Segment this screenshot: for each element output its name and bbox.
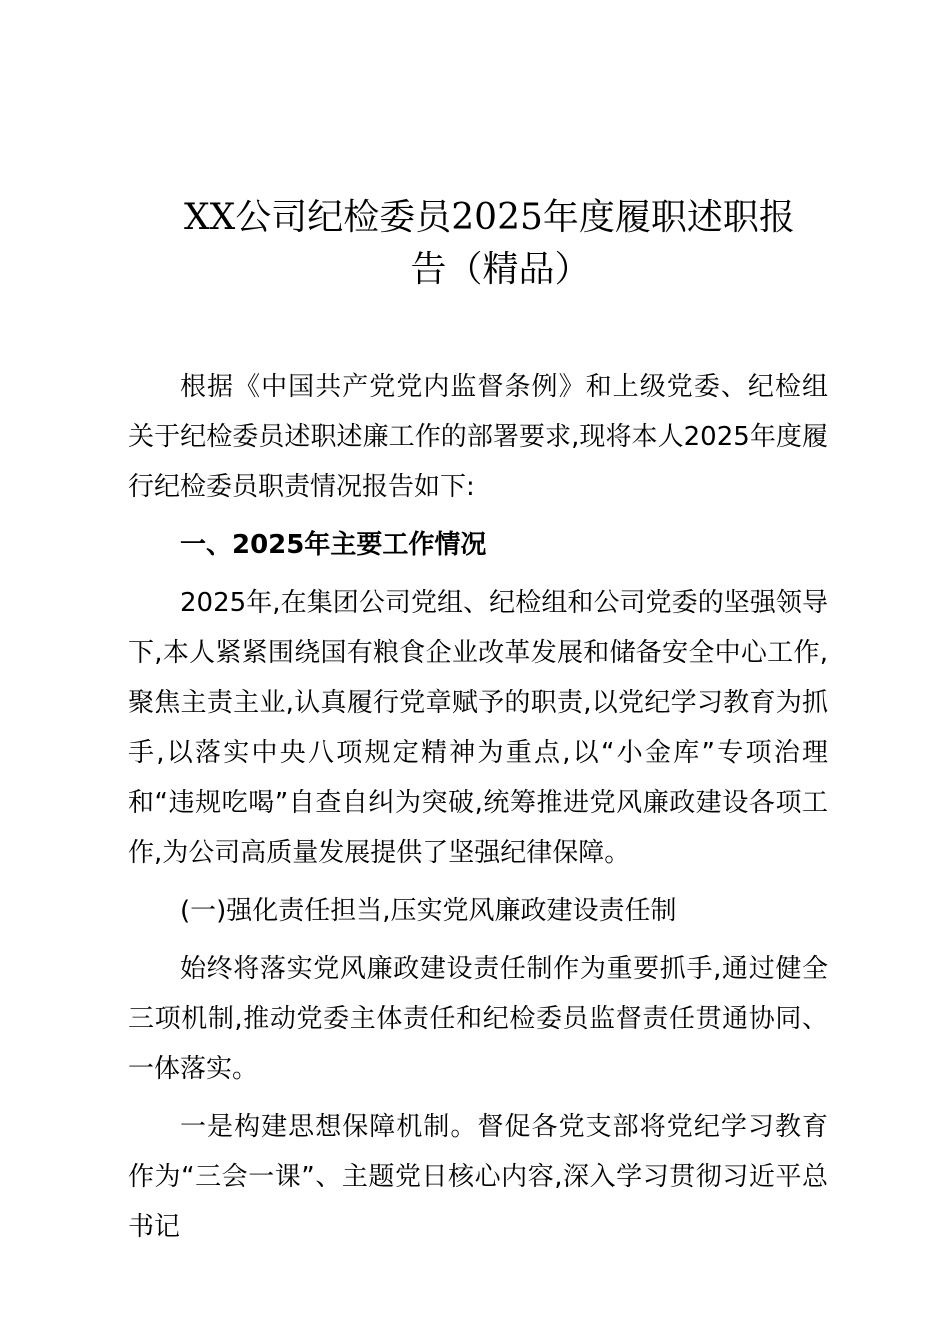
section-heading: 一、2025年主要工作情况 — [180, 530, 487, 560]
responsibility-paragraph: 始终将落实党风廉政建设责任制作为重要抓手,通过健全三项机制,推动党委主体责任和纪检委员监督责任贯通协同、一体落实。 — [128, 954, 828, 1084]
document-title — [128, 192, 873, 296]
mechanism-paragraph: 一是构建思想保障机制。督促各党支部将党纪学习教育作为“三会一课”、主题党日核心内容,深入学习贯彻习近平总书记 — [128, 1112, 828, 1242]
document-body — [128, 362, 828, 1260]
overview-paragraph: 2025年,在集团公司党组、纪检组和公司党委的坚强领导下,本人紧紧围绕国有粮食企业改革发展和储备安全中心工作,聚焦主责主业,认真履行党章赋予的职责,以党纪学习教育为抓手,以落实中央八项规定精神为重点,以“小金库”专项治理和“违规吃喝”自查自纠为突破,统筹推进党风廉政建设各项工作,为公司高质量发展提供了坚强纪律保障。 — [128, 588, 828, 868]
subsection-heading: (一)强化责任担当,压实党风廉政建设责任制 — [180, 896, 677, 926]
intro-paragraph: 根据《中国共产党党内监督条例》和上级党委、纪检组关于纪检委员述职述廉工作的部署要求,现将本人2025年度履行纪检委员职责情况报告如下: — [128, 372, 828, 502]
title-line-1: XX公司纪检委员2025年度履职述职报 — [184, 197, 795, 238]
title-line-2: 告（精品） — [410, 249, 591, 290]
